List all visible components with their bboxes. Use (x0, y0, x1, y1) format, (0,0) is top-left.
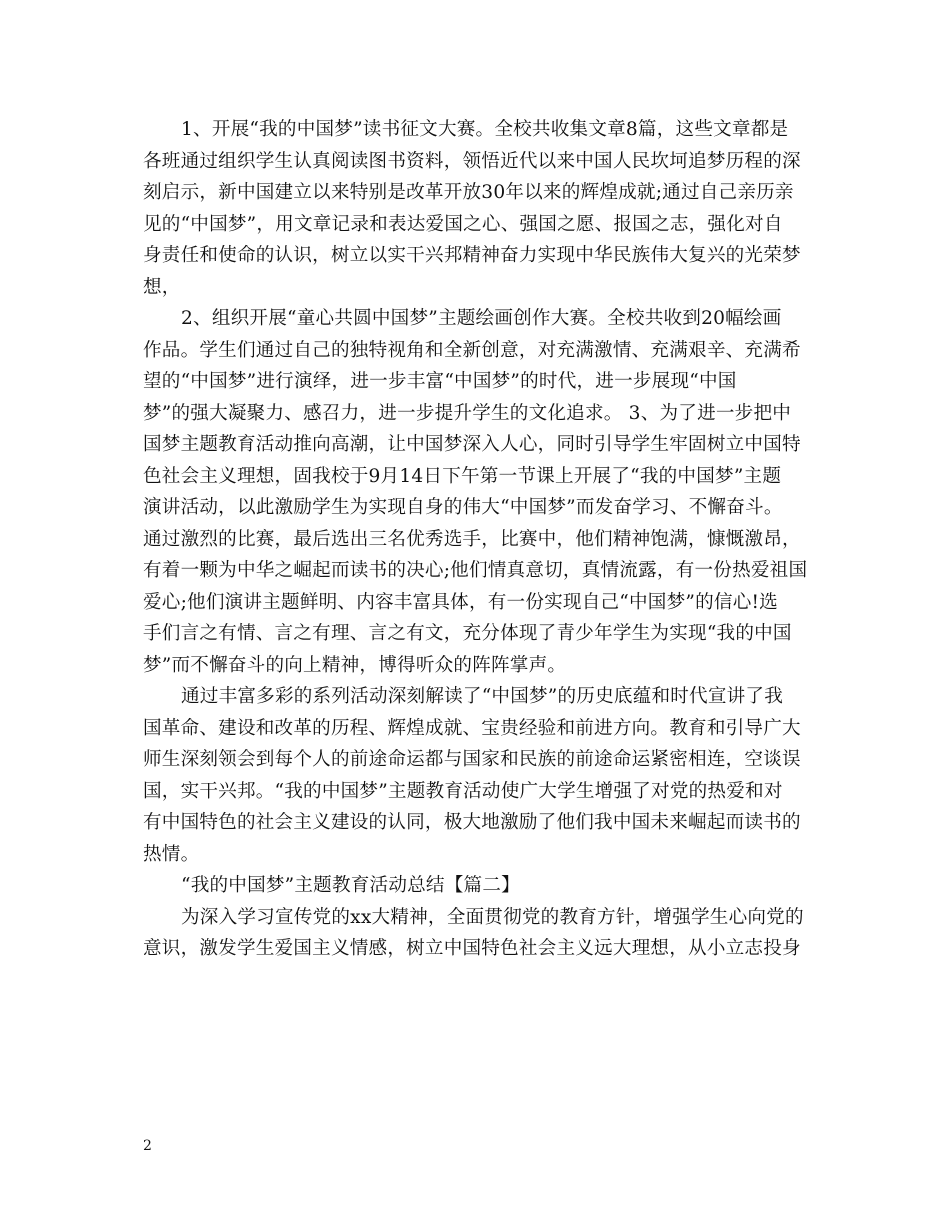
paragraph-1-line-1: 1、开展“我的中国梦”读书征文大赛。全校共收集文章8篇，这些文章都是 (181, 119, 789, 140)
paragraph-3-line-6: 热情。 (143, 844, 200, 865)
paragraph-5-line-1: 为深入学习宣传党的xx大精神，全面贯彻党的教育方针，增强学生心向党的 (181, 907, 804, 928)
paragraph-3-line-1: 通过丰富多彩的系列活动深刻解读了“中国梦”的历史底蕴和时代宣讲了我 (181, 686, 784, 707)
paragraph-3-line-4: 国，实干兴邦。“我的中国梦”主题教育活动使广大学生增强了对党的热爱和对 (143, 781, 783, 802)
paragraph-2-line-8: 通过激烈的比赛，最后选出三名优秀选手，比赛中，他们精神饱满，慷慨激昂， (143, 529, 801, 550)
paragraph-2-line-12: 梦”而不懈奋斗的向上精神，博得听众的阵阵掌声。 (143, 655, 567, 676)
paragraph-2-line-4: 梦”的强大凝聚力、感召力，进一步提升学生的文化追求。 3、为了进一步把中 (143, 403, 792, 424)
paragraph-2-line-11: 手们言之有情、言之有理、言之有文，充分体现了青少年学生为实现“我的中国 (143, 623, 792, 644)
paragraph-2-line-10: 爱心;他们演讲主题鲜明、内容丰富具体，有一份实现自己“中国梦”的信心!选 (143, 592, 778, 613)
paragraph-2-line-9: 有着一颗为中华之崛起而读书的决心;他们情真意切，真情流露，有一份热爱祖国 (143, 560, 808, 581)
section-heading: “我的中国梦”主题教育活动总结【篇二】 (181, 875, 520, 896)
paragraph-2-line-5: 国梦主题教育活动推向高潮，让中国梦深入人心，同时引导学生牢固树立中国特 (143, 434, 801, 455)
paragraph-1-line-3: 刻启示，新中国建立以来特别是改革开放30年以来的辉煌成就;通过自己亲历亲 (143, 182, 794, 203)
paragraph-1-line-2: 各班通过组织学生认真阅读图书资料，领悟近代以来中国人民坎坷追梦历程的深 (143, 151, 801, 172)
paragraph-5-line-2: 意识，激发学生爱国主义情感，树立中国特色社会主义远大理想，从小立志投身 (143, 938, 801, 959)
paragraph-3-line-3: 师生深刻领会到每个人的前途命运都与国家和民族的前途命运紧密相连，空谈误 (143, 749, 801, 770)
paragraph-2-line-1: 2、组织开展“童心共圆中国梦”主题绘画创作大赛。全校共收到20幅绘画 (181, 308, 782, 329)
paragraph-2-line-6: 色社会主义理想，固我校于9月14日下午第一节课上开展了“我的中国梦”主题 (143, 466, 782, 487)
paragraph-2-line-7: 演讲活动，以此激励学生为实现自身的伟大“中国梦”而发奋学习、不懈奋斗。 (143, 497, 783, 518)
paragraph-1-line-4: 见的“中国梦”，用文章记录和表达爱国之心、强国之愿、报国之志，强化对自 (143, 214, 783, 235)
paragraph-3-line-2: 国革命、建设和改革的历程、辉煌成就、宝贵经验和前进方向。教育和引导广大 (143, 718, 801, 739)
paragraph-2-line-3: 望的“中国梦”进行演绎，进一步丰富“中国梦”的时代，进一步展现“中国 (143, 371, 737, 392)
paragraph-1-line-6: 想， (143, 277, 181, 298)
page-number: 2 (143, 1138, 152, 1154)
paragraph-1-line-5: 身责任和使命的认识，树立以实干兴邦精神奋力实现中华民族伟大复兴的光荣梦 (143, 245, 801, 266)
paragraph-2-line-2: 作品。学生们通过自己的独特视角和全新创意，对充满激情、充满艰辛、充满希 (143, 340, 801, 361)
paragraph-3-line-5: 有中国特色的社会主义建设的认同，极大地激励了他们我中国未来崛起而读书的 (143, 812, 801, 833)
